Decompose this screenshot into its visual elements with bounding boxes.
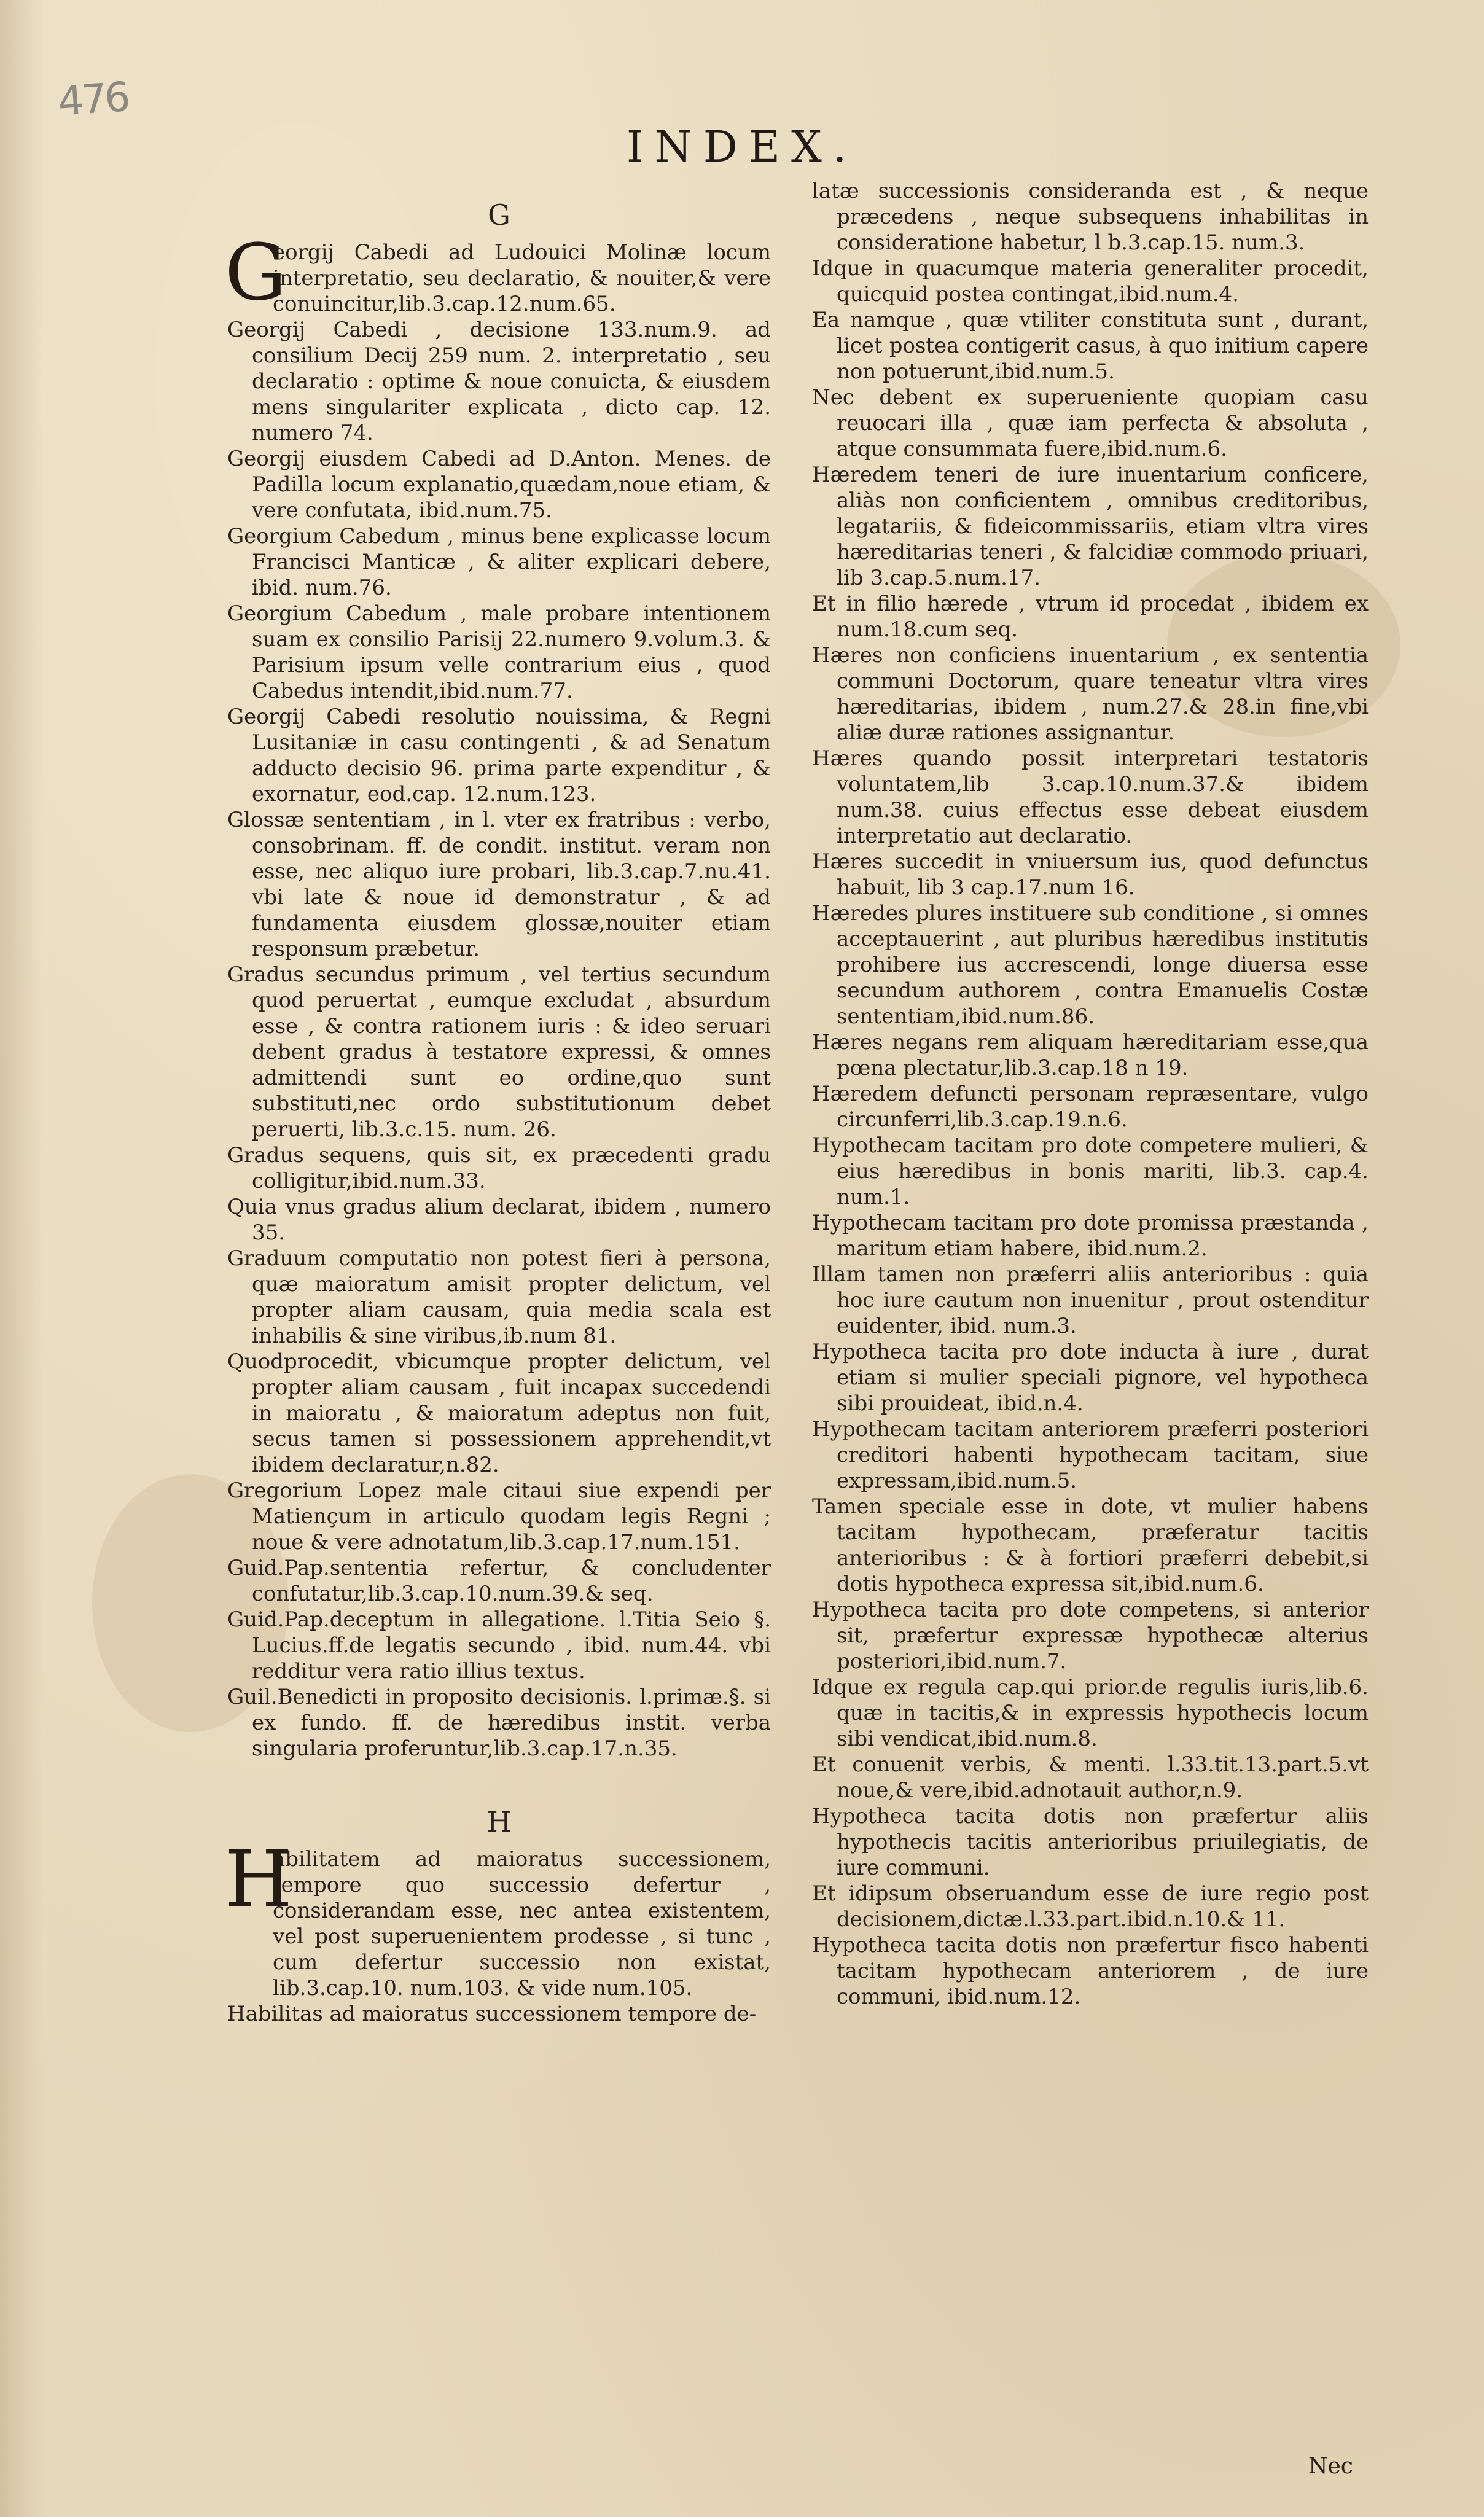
section-heading-g: G [488, 198, 510, 232]
index-entry: Hypothecam tacitam pro dote competere mulieri, & eius hæredibus in bonis mariti, lib.3. cap.4. num.1. [812, 1133, 1369, 1209]
index-entry: Georgij Cabedi resolutio nouissima, & Regni Lusitaniæ in casu contingenti , & ad Senatum adducto decisio 96. prima parte expenditur , & exornatur, eod.cap. 12.num.123. [227, 704, 771, 806]
index-entry: Hæres succedit in vniuersum ius, quod defunctus habuit, lib 3 cap.17.num 16. [812, 849, 1369, 900]
index-entry: Glossæ sententiam , in l. vter ex fratribus : verbo, consobrinam. ff. de condit. institut. veram non esse, nec aliquo iure probari, lib.3.cap.7.nu.41. vbi late & noue id demonstratur , & ad fundamenta eiusdem glossæ,nouiter etiam responsum præbetur. [227, 808, 771, 961]
section-gap [227, 1762, 771, 1797]
index-entry: Idque ex regula cap.qui prior.de regulis iuris,lib.6. quæ in tacitis,& in expressis hypothecis locum sibi vendicat,ibid.num.8. [812, 1675, 1369, 1751]
index-entry: Hæres non conficiens inuentarium , ex sententia communi Doctorum, quare teneatur vltra vires hæreditarias, ibidem , num.27.& 28.in fine,vbi aliæ duræ rationes assignantur. [812, 643, 1369, 745]
index-entry: Gradus sequens, quis sit, ex præcedenti gradu colligitur,ibid.num.33. [227, 1143, 771, 1193]
index-entry: Nec debent ex superueniente quopiam casu reuocari illa , quæ iam perfecta & absoluta , atque consummata fuere,ibid.num.6. [812, 385, 1369, 461]
index-entry: Georgij eiusdem Cabedi ad D.Anton. Menes. de Padilla locum explanatio,quædam,noue etiam, & vere confutata, ibid.num.75. [227, 447, 771, 523]
index-entry [225, 1834, 771, 2001]
index-entry: Illam tamen non præferri aliis anterioribus : quia hoc iure cautum non inuenitur , prout ostenditur euidenter, ibid. num.3. [812, 1262, 1369, 1338]
index-entry: Hæredes plures instituere sub conditione , si omnes acceptauerint , aut pluribus hæredibus institutis prohibere ius accrescendi, longe diuersa esse secundum authorem , contra Emanuelis Costæ sententiam,ibid.num.86. [812, 901, 1369, 1029]
drop-cap-g: G [225, 227, 287, 318]
index-entry: Georgij Cabedi , decisione 133.num.9. ad consilium Decij 259 num. 2. interpretatio , seu declaratio : optime & noue conuicta, & eiusdem mens singulariter explicata , dicto cap. 12. numero 74. [227, 318, 771, 445]
index-entry: Hypothecam tacitam pro dote promissa præstanda , maritum etiam habere, ibid.num.2. [812, 1211, 1369, 1261]
index-entry: Hypotheca tacita dotis non præfertur fisco habenti tacitam hypothecam anteriorem , de iure communi, ibid.num.12. [812, 1933, 1369, 2009]
index-entry: Gradus secundus primum , vel tertius secundum quod peruertat , eumque excludat , absurdum esse , & contra rationem iuris : & ideo seruari debent gradus à testatore expressi, & omnes admittendi sunt eo ordine,quo sunt substituti,nec ordo substitutionum debet peruerti, lib.3.c.15. num. 26. [227, 962, 771, 1142]
folio-number-handwritten: 476 [56, 73, 130, 125]
index-entry: Hæredem teneri de iure inuentarium conficere, aliàs non conficientem , omnibus creditoribus, legatariis, & fideicommissariis, etiam vltra vires hæreditarias teneri , & falcidiæ commodo priuari, lib 3.cap.5.num.17. [812, 462, 1369, 590]
index-entry: Hypotheca tacita pro dote inducta à iure , durat etiam si mulier speciali pignore, vel hypotheca sibi prouideat, ibid.n.4. [812, 1340, 1369, 1416]
index-entry: Tamen speciale esse in dote, vt mulier habens tacitam hypothecam, præferatur tacitis anterioribus : & à fortiori præferri debebit,si dotis hypotheca expressa sit,ibid.num.6. [812, 1494, 1369, 1596]
index-entry: Hypothecam tacitam anteriorem præferri posteriori creditori habenti hypothecam tacitam, siue expressam,ibid.num.5. [812, 1417, 1369, 1493]
index-entry: Georgium Cabedum , minus bene explicasse locum Francisci Manticæ , & aliter explicari debere, ibid. num.76. [227, 524, 771, 600]
index-entry [225, 227, 771, 318]
index-entry-continued: latæ successionis consideranda est , & neque præcedens , neque subsequens inhabilitas in consideratione habetur, l b.3.cap.15. num.3. [812, 179, 1369, 255]
index-entry: Ea namque , quæ vtiliter constituta sunt , durant, licet postea contigerit casus, à quo initium capere non potuerunt,ibid.num.5. [812, 308, 1369, 384]
index-entry: Et idipsum obseruandum esse de iure regio post decisionem,dictæ.l.33.part.ibid.n.10.& 11. [812, 1881, 1369, 1932]
index-entry: Guid.Pap.sententia refertur, & concludenter confutatur,lib.3.cap.10.num.39.& seq. [227, 1556, 771, 1606]
page-title: INDEX. [626, 122, 858, 172]
drop-cap-h: H [225, 1834, 292, 1924]
index-entry: Quia vnus gradus alium declarat, ibidem , numero 35. [227, 1195, 771, 1245]
index-entry: Guid.Pap.deceptum in allegatione. l.Titia Seio §. Lucius.ff.de legatis secundo , ibid. num.44. vbi redditur vera ratio illius textus. [227, 1607, 771, 1684]
index-entry: Et in filio hærede , vtrum id procedat , ibidem ex num.18.cum seq. [812, 591, 1369, 642]
index-entry: Hypotheca tacita dotis non præfertur aliis hypothecis tacitis anterioribus priuilegiatis, de iure communi. [812, 1804, 1369, 1880]
index-entry: Hæres negans rem aliquam hæreditariam esse,qua pœna plectatur,lib.3.cap.18 n 19. [812, 1030, 1369, 1080]
index-entry: Idque in quacumque materia generaliter procedit, quicquid postea contingat,ibid.num.4. [812, 256, 1369, 306]
index-entry: Habilitas ad maioratus successionem tempore de- [227, 2002, 757, 2026]
section-heading-h: H [486, 1805, 512, 1838]
left-column [227, 190, 771, 2027]
right-column [812, 178, 1369, 2010]
index-entry: Quodprocedit, vbicumque propter delictum, vel propter aliam causam , fuit incapax succedendi in maioratu , & maioratum adeptus non fuit, secus tamen si possessionem apprehendit,vt ibidem declaratur,n.82. [227, 1349, 771, 1477]
index-entry: Georgium Cabedum , male probare intentionem suam ex consilio Parisij 22.numero 9.volum.3. & Parisium ipsum velle contrarium eius , quod Cabedus intendit,ibid.num.77. [227, 601, 771, 703]
index-entry: Hypotheca tacita pro dote competens, si anterior sit, præfertur expressæ hypothecæ alterius posteriori,ibid.num.7. [812, 1598, 1369, 1674]
index-entry: Graduum computatio non potest fieri à persona, quæ maioratum amisit propter delictum, vel propter aliam causam, quia media scala est inhabilis & sine viribus,ib.num 81. [227, 1246, 771, 1348]
index-entry-text: abilitatem ad maioratus successionem, tempore quo successio defertur , considerandam esse, nec antea existentem, vel post superuenientem prodesse , si tunc , cum defertur successio non existat, lib.3.cap.10. num.103. & vide num.105. [273, 1847, 771, 2000]
index-entry: Guil.Benedicti in proposito decisionis. l.primæ.§. si ex fundo. ff. de hæredibus instit. verba singularia proferuntur,lib.3.cap.17.n.35. [227, 1685, 771, 1761]
index-entry: Hæredem defuncti personam repræsentare, vulgo circunferri,lib.3.cap.19.n.6. [812, 1082, 1369, 1132]
index-entry: Hæres quando possit interpretari testatoris voluntatem,lib 3.cap.10.num.37.& ibidem num.38. cuius effectus esse debeat eiusdem interpretatio aut declaratio. [812, 746, 1369, 848]
index-entry: Gregorium Lopez male citaui siue expendi per Matiençum in articulo quodam legis Regni ; noue & vere adnotatum,lib.3.cap.17.num.151. [227, 1478, 771, 1555]
index-entry-text: eorgij Cabedi ad Ludouici Molinæ locum interpretatio, seu declaratio, & nouiter,& vere conuincitur,lib.3.cap.12.num.65. [273, 240, 771, 316]
index-entry: Et conuenit verbis, & menti. l.33.tit.13.part.5.vt noue,& vere,ibid.adnotauit author,n.9. [812, 1752, 1369, 1803]
catchword: Nec [1308, 2454, 1353, 2479]
page-edge-shadow [0, 0, 43, 2517]
